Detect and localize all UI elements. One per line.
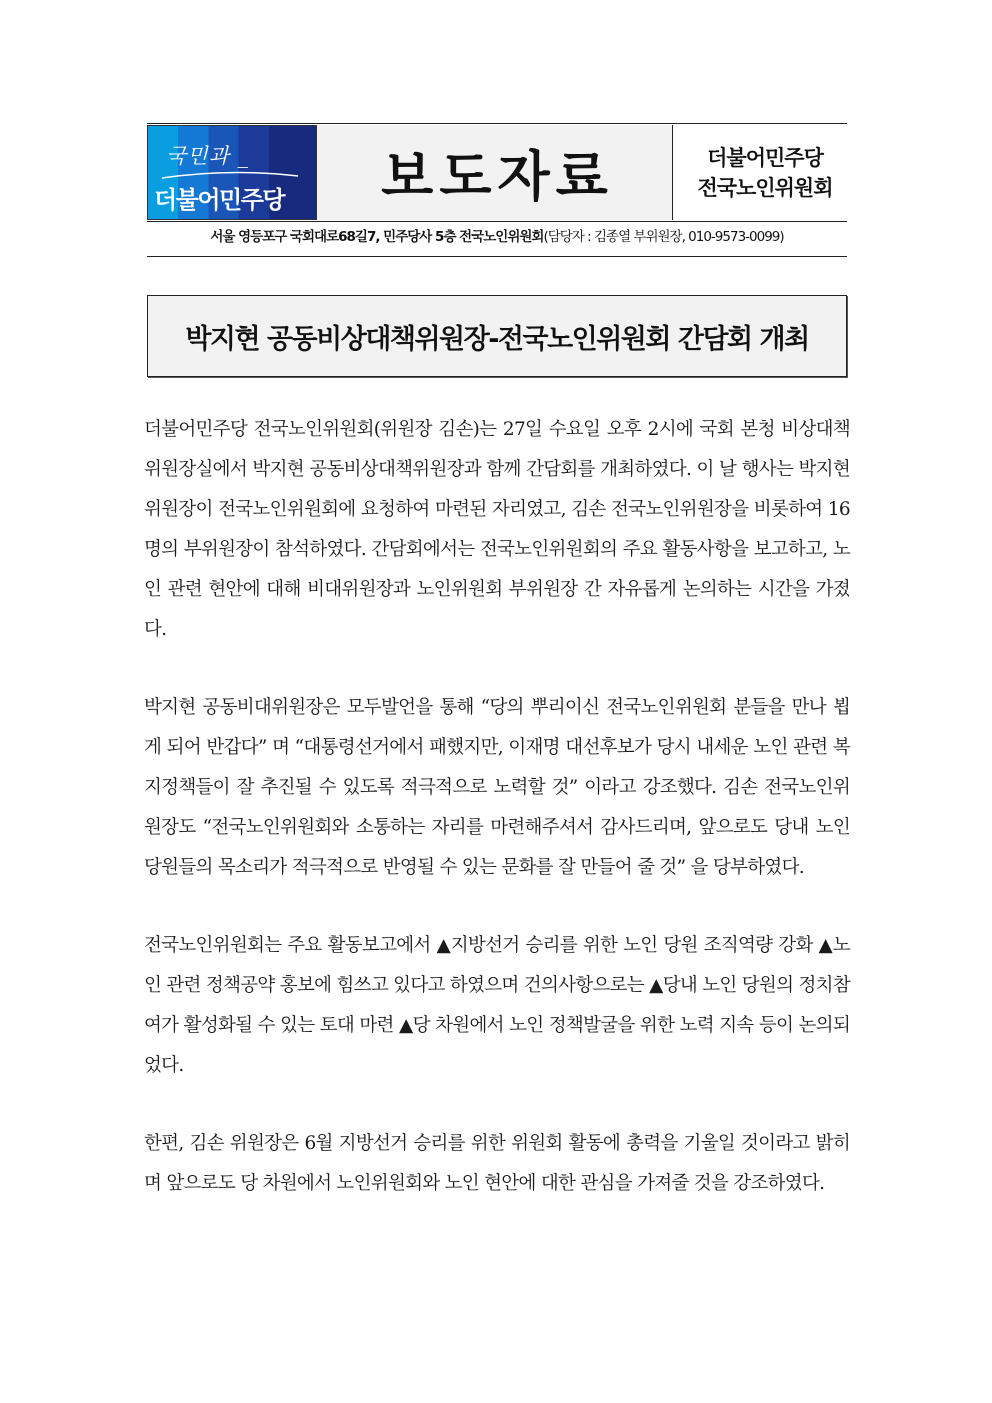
doc-title-cell: [317, 125, 673, 220]
paragraph-3: 전국노인위원회는 주요 활동보고에서 ▲지방선거 승리를 위한 노인 당원 조직역량 강화 ▲노인 관련 정책공약 홍보에 힘쓰고 있다고 하였으며 건의사항으로는 ▲당내 노인 당원의 정치참여가 활성화될 수 있는 토대 마련 ▲당 차원에서 노인 정책발굴을 위한 노력 지속 등이 논의되었다.: [144, 935, 850, 1076]
logo-swash-icon: [160, 170, 300, 180]
paragraph-2: 박지현 공동비대위원장은 모두발언을 통해 “당의 뿌리이신 전국노인위원회 분들을 만나 뵙게 되어 반갑다” 며 “대통령선거에서 패했지만, 이재명 대선후보가 당시 내세운 노인 관련 복지정책들이 잘 추진될 수 있도록 적극적으로 노력할 것” 이라고 강조했다. 김손 전국노인위원장도 “전국노인위원회와 소통하는 자리를 마련해주셔서 감사드리며, 앞으로도 당내 노인 당원들의 목소리가 적극적으로 반영될 수 있는 문화를 잘 만들어 줄 것” 을 당부하였다.: [144, 697, 850, 878]
party-logo: [147, 125, 317, 220]
logo-party-name: 더불어민주당: [154, 186, 285, 214]
address-contact: (담당자 : 김종열 부위원장, 010-9573-0099): [543, 229, 784, 245]
org-name-committee: 전국노인위원회: [697, 175, 833, 200]
press-release-header: [147, 123, 847, 222]
org-name-party: 더불어민주당: [707, 145, 823, 170]
logo-slogan: 국민과 _: [166, 144, 250, 168]
address-main: 서울 영등포구 국회대로68길7, 민주당사 5층 전국노인위원회: [210, 229, 544, 245]
address-line: [147, 221, 847, 257]
headline: 박지현 공동비상대책위원장-전국노인위원회 간담회 개최: [185, 323, 809, 355]
article-body: [144, 410, 850, 1204]
paragraph-4: 한편, 김손 위원장은 6월 지방선거 승리를 위한 위원회 활동에 총력을 기울일 것이라고 밝히며 앞으로도 당 차원에서 노인위원회와 노인 현안에 대한 관심을 가져줄 것을 강조하였다.: [144, 1133, 850, 1194]
paragraph-1: 더불어민주당 전국노인위원회(위원장 김손)는 27일 수요일 오후 2시에 국회 본청 비상대책위원장실에서 박지현 공동비상대책위원장과 함께 간담회를 개최하였다. 이 날 행사는 박지현 위원장이 전국노인위원회에 요청하여 마련된 자리였고, 김손 전국노인위원장을 비롯하여 16명의 부위원장이 참석하였다. 간담회에서는 전국노인위원회의 주요 활동사항을 보고하고, 노인 관련 현안에 대해 비대위원장과 노인위원회 부위원장 간 자유롭게 논의하는 시간을 가졌다.: [144, 419, 850, 640]
headline-box: [147, 295, 847, 377]
doc-title: 보도자료: [381, 145, 614, 208]
org-cell: [673, 124, 847, 221]
